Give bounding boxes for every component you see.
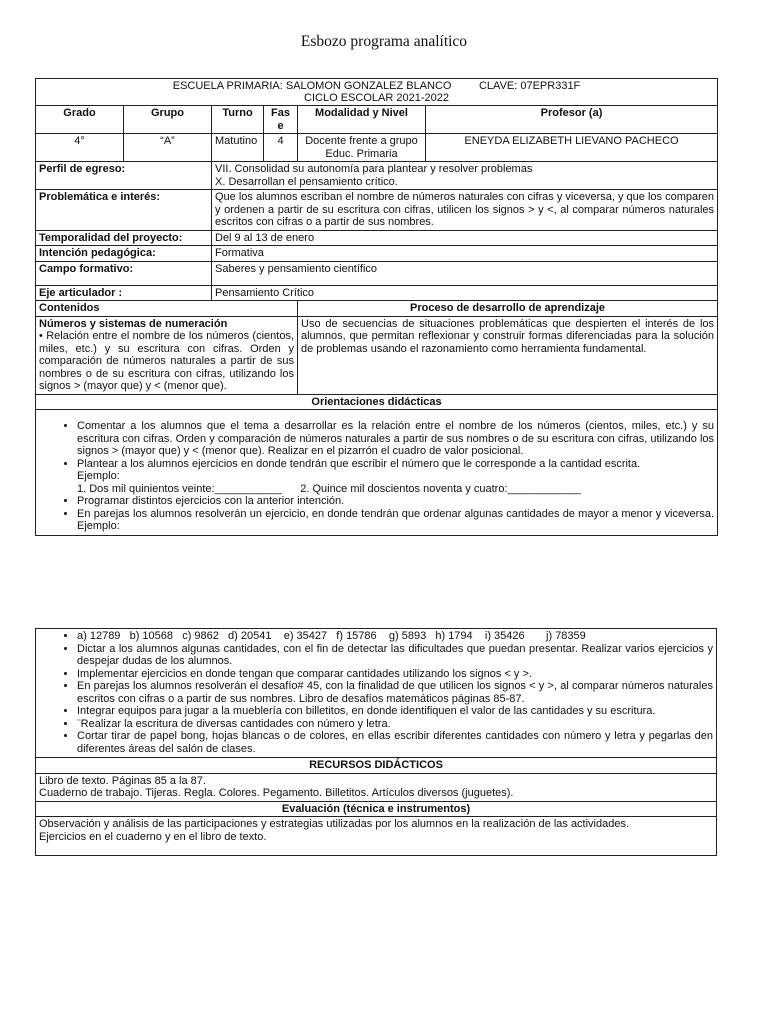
profesor-value: ENEYDA ELIZABETH LIEVANO PACHECO <box>426 134 718 162</box>
perfil-value <box>212 162 718 190</box>
activity-item-3: • En parejas los alumnos resolverán el desafío# 45, con la finalidad de que utilicen los signos < y >, al comparar números naturales escritos con cifras o a partir de sus nombres. Libro de desafíos matemáticos páginas 85-87. <box>77 680 713 705</box>
campo-value: Saberes y pensamiento científico <box>212 261 718 285</box>
continuation-cell <box>36 629 717 758</box>
col-profesor: Profesor (a) <box>426 106 718 134</box>
recursos-line-1: Libro de texto. Páginas 85 a la 87. <box>39 774 206 787</box>
orientacion-item-4: • En parejas los alumnos resolverán un ejercicio, en donde tendrán que ordenar algunas cantidades de mayor a menor y viceversa. Ejemplo: <box>77 508 714 533</box>
orientaciones-label: Orientaciones didácticas <box>36 394 718 410</box>
proceso-label: Proceso de desarrollo de aprendizaje <box>298 301 718 317</box>
activity-item-2: • Implementar ejercicios en donde tengan que comparar cantidades utilizando los signos < y >. <box>77 668 713 681</box>
continuation-list <box>39 630 713 755</box>
campo-label: Campo formativo: <box>36 261 212 285</box>
col-modalidad: Modalidad y Nivel <box>298 106 426 134</box>
orientacion-item-1: • Comentar a los alumnos que el tema a desarrollar es la relación entre el nombre de los números (cientos, miles, etc.) y su escritura con cifras. Orden y comparación de números naturales a partir de sus nombres o de su escritura con cifras, utilizando los signos > (mayor que) y < (menor que). Realizar en el pizarrón el cuadro de valor posicional. <box>77 420 714 458</box>
intencion-label: Intención pedagógica: <box>36 246 212 262</box>
col-grado: Grado <box>36 106 124 134</box>
evaluacion-cell <box>36 817 717 856</box>
intencion-value: Formativa <box>212 246 718 262</box>
evaluacion-row <box>36 817 717 856</box>
turno-value: Matutino <box>212 134 264 162</box>
contenidos-title: Números y sistemas de numeración <box>39 317 228 330</box>
info-values-row <box>36 134 718 162</box>
recursos-header-row <box>36 758 717 774</box>
activity-item-6: • Cortar tirar de papel bong, hojas blancas o de colores, en ellas escribir diferentes cantidades con número y letra y pegarlas den diferentes áreas del salón de clases. <box>77 730 713 755</box>
school-cycle: CICLO ESCOLAR 2021-2022 <box>304 92 449 104</box>
recursos-row <box>36 773 717 801</box>
problematica-row <box>36 190 718 231</box>
problematica-value: Que los alumnos escriban el nombre de números naturales con cifras y viceversa, y que los comparen y ordenen a partir de su escritura con cifras, utilicen los signos > y <, al comparar números naturales escritos con cifras o a partir de sus nombres. <box>212 190 718 231</box>
evaluacion-label: Evaluación (técnica e instrumentos) <box>36 801 717 817</box>
orientacion-item-2 <box>77 458 714 496</box>
evaluacion-line-2: Ejercicios en el cuaderno y en el libro de texto. <box>39 830 267 843</box>
activity-item-4: • Integrar equipos para jugar a la mueblería con billetitos, en donde identifiquen el valor de las cantidades y su escritura. <box>77 705 713 718</box>
intencion-row <box>36 246 718 262</box>
orientacion-item-3: • Programar distintos ejercicios con la anterior intención. <box>77 495 714 508</box>
campo-row <box>36 261 718 285</box>
contenidos-row <box>36 316 718 394</box>
program-table-page-2 <box>35 628 717 856</box>
activity-item-5: • ¨Realizar la escritura de diversas cantidades con número y letra. <box>77 718 713 731</box>
temporalidad-value: Del 9 al 13 de enero <box>212 230 718 246</box>
modalidad-value <box>298 134 426 162</box>
col-fase: Fas e <box>264 106 298 134</box>
orientacion-item-2-text: Plantear a los alumnos ejercicios en donde tendrán que escribir el número que le corresponde a la cantidad escrita. <box>77 457 641 470</box>
modalidad-line-1: Docente frente a grupo <box>305 135 418 147</box>
contenidos-cell <box>36 316 298 394</box>
problematica-label: Problemática e interés: <box>36 190 212 231</box>
fase-value: 4 <box>264 134 298 162</box>
eje-value: Pensamiento Crítico <box>212 285 718 301</box>
orientaciones-row <box>36 410 718 536</box>
evaluacion-header-row <box>36 801 717 817</box>
orientacion-item-2-ejemplo: Ejemplo: <box>77 470 120 482</box>
eje-row <box>36 285 718 301</box>
contenidos-text: • Relación entre el nombre de los números (cientos, miles, etc.) y su escritura con cifras. Orden y comparación de números naturales a partir de sus nombres o de su escritura con cifras, utilizando los signos > (mayor que) y < (menor que). <box>39 330 294 392</box>
recursos-label: RECURSOS DIDÁCTICOS <box>36 758 717 774</box>
program-table-page-1 <box>35 78 718 536</box>
proceso-text: Uso de secuencias de situaciones problemáticas que despierten el interés de los alumnos, que permitan reflexionar y construir formas diferenciadas para la solución de problemas usando el razonamiento como herramienta fundamental. <box>298 316 718 394</box>
col-turno: Turno <box>212 106 264 134</box>
orientacion-example-2: 2. Quince mil doscientos noventa y cuatro:____________ <box>300 482 581 495</box>
recursos-line-2: Cuaderno de trabajo. Tijeras. Regla. Colores. Pegamento. Billetitos. Artículos diversos (juguetes). <box>39 787 514 799</box>
grupo-value: “A” <box>124 134 212 162</box>
perfil-line-1: VII. Consolidad su autonomía para plantear y resolver problemas <box>215 163 533 175</box>
orientaciones-list <box>39 420 714 533</box>
modalidad-line-2: Educ. Primaria <box>325 147 398 160</box>
quantities-list: • a) 12789 b) 10568 c) 9862 d) 20541 e) 35427 f) 15786 g) 5893 h) 1794 i) 35426 j) 78359 <box>77 630 713 643</box>
school-header-row <box>36 79 718 106</box>
continuation-row <box>36 629 717 758</box>
contenidos-header-row <box>36 301 718 317</box>
activity-item-1: • Dictar a los alumnos algunas cantidades, con el fin de detectar las dificultades que puedan presentar. Realizar varios ejercicios y despejar dudas de los alumnos. <box>77 643 713 668</box>
grado-value: 4° <box>36 134 124 162</box>
eje-label: Eje articulador : <box>36 285 212 301</box>
evaluacion-line-1: Observación y análisis de las participaciones y estrategias utilizadas por los alumnos en la realización de las actividades. <box>39 818 630 830</box>
contenidos-label: Contenidos <box>36 301 298 317</box>
perfil-label: Perfil de egreso: <box>36 162 212 190</box>
school-name: ESCUELA PRIMARIA: SALOMON GONZALEZ BLANCO <box>172 80 452 92</box>
page-title: Esbozo programa analítico <box>300 33 468 50</box>
orientaciones-header-row <box>36 394 718 410</box>
orientacion-example-1: 1. Dos mil quinientos veinte:___________ <box>77 482 282 495</box>
col-grupo: Grupo <box>124 106 212 134</box>
recursos-cell <box>36 773 717 801</box>
temporalidad-row <box>36 230 718 246</box>
perfil-line-2: X. Desarrollan el pensamiento crítico. <box>215 175 398 188</box>
school-clave: CLAVE: 07EPR331F <box>478 80 581 92</box>
temporalidad-label: Temporalidad del proyecto: <box>36 230 212 246</box>
info-header-row <box>36 106 718 134</box>
orientaciones-cell <box>36 410 718 536</box>
perfil-row <box>36 162 718 190</box>
